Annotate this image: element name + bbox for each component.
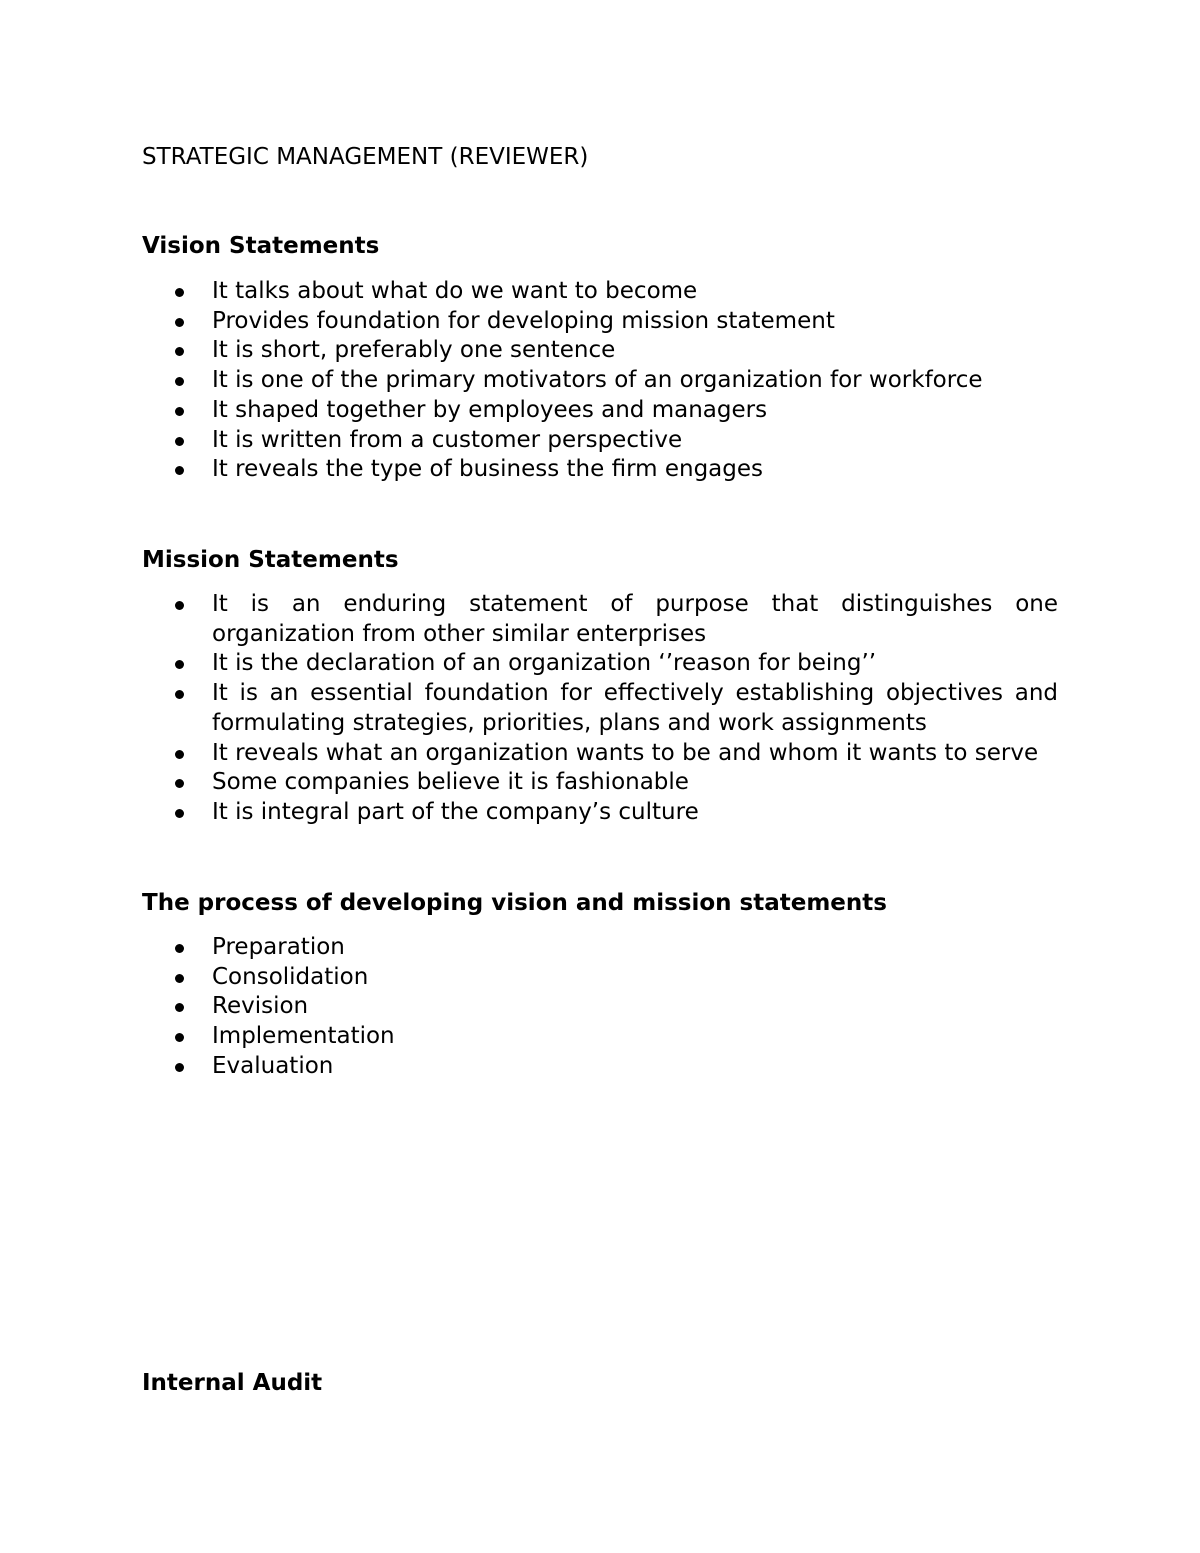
list-item-text: Revision <box>212 993 309 1020</box>
list-item <box>142 590 1058 649</box>
bullet-icon <box>175 1063 184 1072</box>
process-heading: The process of developing vision and mission statements <box>142 890 887 916</box>
bullet-icon <box>175 750 184 759</box>
list-item-text: Preparation <box>212 934 345 960</box>
list-item <box>142 336 1058 366</box>
list-item-text: It is one of the primary motivators of an organization for workforce <box>212 367 983 394</box>
list-item-text: Consolidation <box>212 963 369 990</box>
bullet-icon <box>175 944 184 953</box>
bullet-icon <box>175 347 184 356</box>
list-item <box>142 277 1058 307</box>
list-item <box>142 649 1058 679</box>
list-item-text: It is an essential foundation for effectively establishing objectives and formulating strategies, priorities, plans and work assignments <box>212 680 1058 736</box>
bullet-icon <box>175 288 184 297</box>
list-item <box>142 992 1058 1022</box>
document-title: STRATEGIC MANAGEMENT (REVIEWER) <box>142 144 589 170</box>
list-item-text: It is short, preferably one sentence <box>212 337 616 364</box>
list-item <box>142 366 1058 396</box>
bullet-icon <box>175 660 184 669</box>
list-item-text: It is an enduring statement of purpose that distinguishes one organization from other similar enterprises <box>212 591 1058 647</box>
list-item-text: It is the declaration of an organization ‘’reason for being’’ <box>212 650 877 677</box>
bullet-icon <box>175 1033 184 1042</box>
list-item <box>142 679 1058 738</box>
list-item-text: It reveals what an organization wants to be and whom it wants to serve <box>212 739 1039 766</box>
internal-audit-heading: Internal Audit <box>142 1370 323 1396</box>
list-item <box>142 768 1058 798</box>
list-item-text: Evaluation <box>212 1052 334 1079</box>
list-item <box>142 1022 1058 1052</box>
bullet-icon <box>175 690 184 699</box>
list-item-text: It shaped together by employees and managers <box>212 396 768 423</box>
list-item-text: It reveals the type of business the firm engages <box>212 456 764 483</box>
bullet-icon <box>175 377 184 386</box>
list-item-text: It talks about what do we want to become <box>212 278 698 304</box>
list-item-text: Implementation <box>212 1023 395 1050</box>
list-item-text: It is integral part of the company’s culture <box>212 798 699 825</box>
bullet-icon <box>175 809 184 818</box>
list-item <box>142 963 1058 993</box>
bullet-icon <box>175 779 184 788</box>
bullet-icon <box>175 437 184 446</box>
list-item <box>142 739 1058 769</box>
list-item <box>142 933 1058 963</box>
list-item-text: It is written from a customer perspective <box>212 426 683 453</box>
vision-heading: Vision Statements <box>142 233 380 259</box>
list-item <box>142 455 1058 485</box>
bullet-icon <box>175 974 184 983</box>
bullet-icon <box>175 466 184 475</box>
list-item-text: Some companies believe it is fashionable <box>212 769 689 796</box>
process-list <box>142 933 1058 1082</box>
list-item <box>142 396 1058 426</box>
bullet-icon <box>175 318 184 327</box>
bullet-icon <box>175 601 184 610</box>
list-item <box>142 798 1058 828</box>
list-item <box>142 307 1058 337</box>
vision-list <box>142 277 1058 485</box>
list-item <box>142 1052 1058 1082</box>
list-item <box>142 426 1058 456</box>
bullet-icon <box>175 1003 184 1012</box>
mission-heading: Mission Statements <box>142 547 399 573</box>
bullet-icon <box>175 407 184 416</box>
mission-list <box>142 590 1058 828</box>
list-item-text: Provides foundation for developing mission statement <box>212 307 835 334</box>
